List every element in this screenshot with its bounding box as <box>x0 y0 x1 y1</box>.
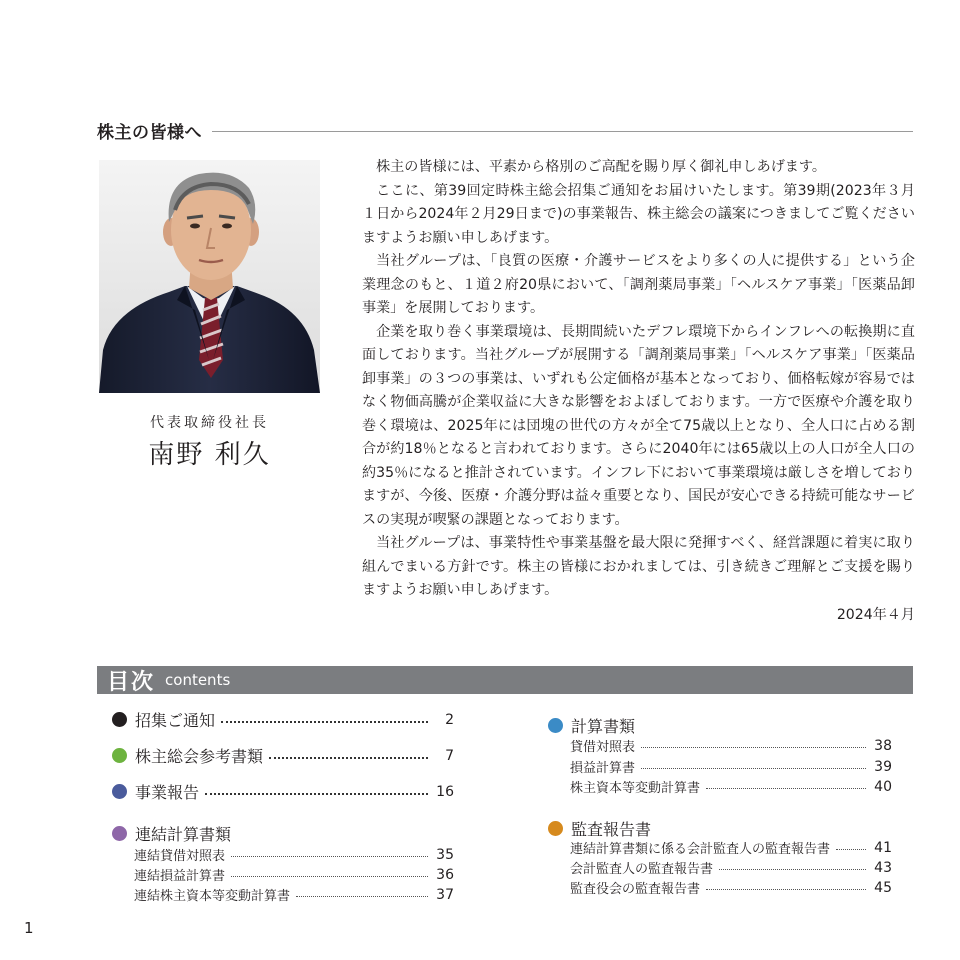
toc-subitem-page: 41 <box>874 839 892 856</box>
toc-item-label: 事業報告 <box>135 783 200 802</box>
toc-subitem-label: 会計監査人の監査報告書 <box>570 862 714 877</box>
toc-section-financial[interactable] <box>548 714 635 737</box>
toc-subitem[interactable] <box>134 845 454 864</box>
leader-dots <box>706 788 866 789</box>
portrait-image <box>99 160 320 393</box>
toc-subitem-label: 監査役会の監査報告書 <box>570 882 701 897</box>
toc-subitem[interactable] <box>134 885 454 904</box>
toc-subitem[interactable] <box>570 777 892 796</box>
toc-title: 目次 <box>107 669 156 695</box>
toc-section-label: 監査報告書 <box>571 820 652 839</box>
letter-paragraph: 企業を取り巻く事業環境は、長期間続いたデフレ環境下からインフレへの転換期に直面しております。当社グループが展開する「調剤薬局事業」「ヘルスケア事業」「医薬品卸事業」の３つの事業は、いずれも公定価格が基本となっており、価格転嫁が容易ではなく物価高騰が企業収益に大きな影響をおよぼしております。一方で医療や介護を取り巻く環境は、2025年には団塊の世代の方々が全て75歳以上となり、全人口に占める割合が約18％となると言われております。さらに2040年には65歳以上の人口が全人口の約35％になると推計されています。インフレ下において事業環境は厳しさを増しておりますが、今後、医療・介護分野は益々重要となり、国民が安心できる持続可能なサービスの実現が喫緊の課題となっております。 <box>362 323 915 528</box>
toc-subitem-label: 株主資本等変動計算書 <box>570 781 701 796</box>
leader-dots <box>296 896 428 897</box>
toc-item-label: 招集ご通知 <box>135 711 216 730</box>
president-role: 代表取締役社長 <box>150 415 269 431</box>
president-name: 南野 利久 <box>148 440 271 470</box>
toc-header <box>97 666 913 694</box>
leader-dots <box>231 856 428 857</box>
toc-subitem-page: 43 <box>874 859 892 876</box>
leader-dots <box>719 869 866 870</box>
toc-subitem-page: 40 <box>874 778 892 795</box>
bullet-dot-icon <box>112 826 127 841</box>
toc-subitem-page: 45 <box>874 879 892 896</box>
toc-subitem[interactable] <box>570 736 892 755</box>
toc-item-business-report[interactable] <box>112 780 454 803</box>
toc-subitem-page: 36 <box>436 866 454 883</box>
toc-item-label: 株主総会参考書類 <box>135 747 264 766</box>
leader-dots <box>706 889 866 890</box>
toc-subitem[interactable] <box>570 878 892 897</box>
toc-section-audit[interactable] <box>548 817 651 840</box>
toc-subitem[interactable] <box>570 838 892 857</box>
letter-date: 2024年４月 <box>836 606 915 623</box>
bullet-dot-icon <box>112 712 127 727</box>
toc-item-page: 2 <box>445 711 454 728</box>
letter-paragraph: 株主の皆様には、平素から格別のご高配を賜り厚く御礼申しあげます。 <box>376 159 826 175</box>
heading-title: 株主の皆様へ <box>97 122 202 143</box>
toc-subitem-label: 連結株主資本等変動計算書 <box>134 889 291 904</box>
leader-dots <box>221 721 428 723</box>
toc-subitem-label: 損益計算書 <box>570 761 636 776</box>
section-heading <box>97 116 913 144</box>
toc-subitem-label: 連結損益計算書 <box>134 869 226 884</box>
heading-rule <box>212 131 913 132</box>
toc-section-label: 計算書類 <box>571 717 636 736</box>
bullet-dot-icon <box>548 821 563 836</box>
toc-subitem-page: 35 <box>436 846 454 863</box>
leader-dots <box>641 768 866 769</box>
toc-section-consolidated[interactable] <box>112 822 231 845</box>
letter-body <box>362 156 915 627</box>
toc-subitem[interactable] <box>134 865 454 884</box>
leader-dots <box>205 793 428 795</box>
toc-subitem-label: 連結貸借対照表 <box>134 849 226 864</box>
toc-subitem-page: 39 <box>874 758 892 775</box>
toc-item-page: 16 <box>436 783 454 800</box>
bullet-dot-icon <box>112 748 127 763</box>
leader-dots <box>231 876 428 877</box>
president-photo <box>99 160 320 393</box>
toc-item-reference[interactable] <box>112 744 454 767</box>
toc-subitem-label: 連結計算書類に係る会計監査人の監査報告書 <box>570 842 831 857</box>
leader-dots <box>836 849 866 850</box>
letter-paragraph: 当社グループは、事業特性や事業基盤を最大限に発揮すべく、経営課題に着実に取り組んでまいる方針です。株主の皆様におかれましては、引き続きご理解とご支援を賜りますようお願い申しあげます。 <box>362 535 915 598</box>
toc-subitem[interactable] <box>570 757 892 776</box>
toc-subitem-page: 38 <box>874 737 892 754</box>
toc-subitem-label: 貸借対照表 <box>570 740 636 755</box>
toc-subtitle: contents <box>165 671 231 689</box>
leader-dots <box>269 757 428 759</box>
toc-item-page: 7 <box>445 747 454 764</box>
toc-subitem-page: 37 <box>436 886 454 903</box>
leader-dots <box>641 747 866 748</box>
toc-section-label: 連結計算書類 <box>135 825 232 844</box>
bullet-dot-icon <box>548 718 563 733</box>
toc-subitem[interactable] <box>570 858 892 877</box>
toc-item-notice[interactable] <box>112 708 454 731</box>
letter-paragraph: ここに、第39回定時株主総会招集ご通知をお届けいたします。第39期(2023年３月１日から2024年２月29日まで)の事業報告、株主総会の議案につきましてご覧くださいますようお願い申しあげます。 <box>362 182 915 246</box>
page-number: 1 <box>24 919 34 937</box>
bullet-dot-icon <box>112 784 127 799</box>
letter-paragraph: 当社グループは、「良質の医療・介護サービスをより多くの人に提供する」という企業理念のもと、１道２府20県において、「調剤薬局事業」「ヘルスケア事業」「医薬品卸事業」を展開しております。 <box>362 253 915 316</box>
